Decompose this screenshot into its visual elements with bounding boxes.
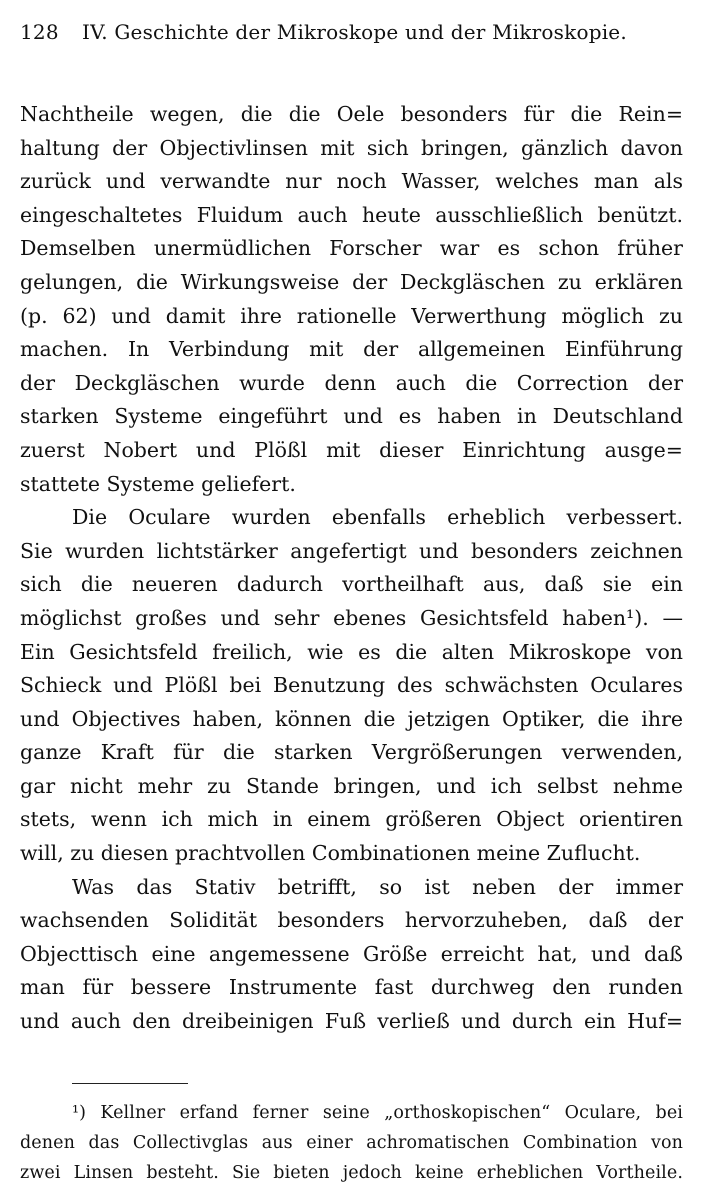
footnote-line: zwei Linsen besteht. Sie bieten jedoch keine erheblichen Vortheile. xyxy=(20,1162,683,1183)
text-line: eingeschaltetes Fluidum auch heute ausschließlich benützt. xyxy=(20,202,683,227)
text-line: Nachtheile wegen, die die Oele besonders für die Rein= xyxy=(20,102,683,126)
text-line: Objecttisch eine angemessene Größe erreicht hat, und daß xyxy=(20,941,683,966)
text-line: starken Systeme eingeführt und es haben in Deutschland xyxy=(20,404,683,429)
text-line: sich die neueren dadurch vortheilhaft aus, daß sie ein xyxy=(20,572,683,597)
footnote-line: denen das Collectivglas aus einer achromatischen Combination von xyxy=(20,1132,683,1153)
body-text xyxy=(20,98,683,1039)
text-line: stattete Systeme geliefert. xyxy=(20,471,296,496)
text-line: der Deckgläschen wurde denn auch die Correction der xyxy=(20,370,683,395)
text-line: Was das Stativ betrifft, so ist neben der immer xyxy=(72,874,683,899)
text-line: Demselben unermüdlichen Forscher war es schon früher xyxy=(20,236,683,261)
text-line: ganze Kraft für die starken Vergrößerungen verwenden, xyxy=(20,740,683,765)
page-number: 128 xyxy=(20,20,59,44)
footnote-divider xyxy=(72,1083,188,1084)
text-line: zuerst Nobert und Plößl mit dieser Einrichtung ausge= xyxy=(20,437,683,462)
text-line: (p. 62) und damit ihre rationelle Verwerthung möglich zu xyxy=(20,303,683,328)
paragraph-1 xyxy=(20,98,683,501)
text-line: man für bessere Instrumente fast durchweg den runden xyxy=(20,975,683,1000)
text-line: Schieck und Plößl bei Benutzung des schwächsten Oculares xyxy=(20,673,683,698)
text-line: und Objectives haben, können die jetzigen Optiker, die ihre xyxy=(20,706,683,731)
text-line: wachsenden Solidität besonders hervorzuheben, daß der xyxy=(20,908,683,933)
footnote xyxy=(20,1098,683,1188)
text-line: Ein Gesichtsfeld freilich, wie es die alten Mikroskope von xyxy=(20,639,683,664)
running-head-title: IV. Geschichte der Mikroskope und der Mikroskopie. xyxy=(82,20,627,44)
text-line: haltung der Objectivlinsen mit sich bringen, gänzlich davon xyxy=(20,135,683,160)
text-line: gelungen, die Wirkungsweise der Deckgläschen zu erklären xyxy=(20,269,683,294)
text-line: Die Oculare wurden ebenfalls erheblich verbessert. xyxy=(72,505,683,530)
text-line: stets, wenn ich mich in einem größeren Object orientiren xyxy=(20,807,683,832)
text-line: und auch den dreibeinigen Fuß verließ und durch ein Huf= xyxy=(20,1009,683,1034)
text-line: will, zu diesen prachtvollen Combinationen meine Zuflucht. xyxy=(20,841,641,866)
footnote-line: ¹) Kellner erfand ferner seine „orthoskopischen“ Oculare, bei xyxy=(72,1102,683,1123)
text-line: möglichst großes und sehr ebenes Gesichtsfeld haben¹). — xyxy=(20,605,683,630)
paragraph-3 xyxy=(20,871,683,1039)
text-line: zurück und verwandte nur noch Wasser, welches man als xyxy=(20,169,683,194)
text-line: gar nicht mehr zu Stande bringen, und ich selbst nehme xyxy=(20,773,683,798)
text-line: Sie wurden lichtstärker angefertigt und besonders zeichnen xyxy=(20,538,683,563)
text-line: machen. In Verbindung mit der allgemeinen Einführung xyxy=(20,337,683,362)
running-head xyxy=(20,18,683,54)
paragraph-2 xyxy=(20,501,683,871)
